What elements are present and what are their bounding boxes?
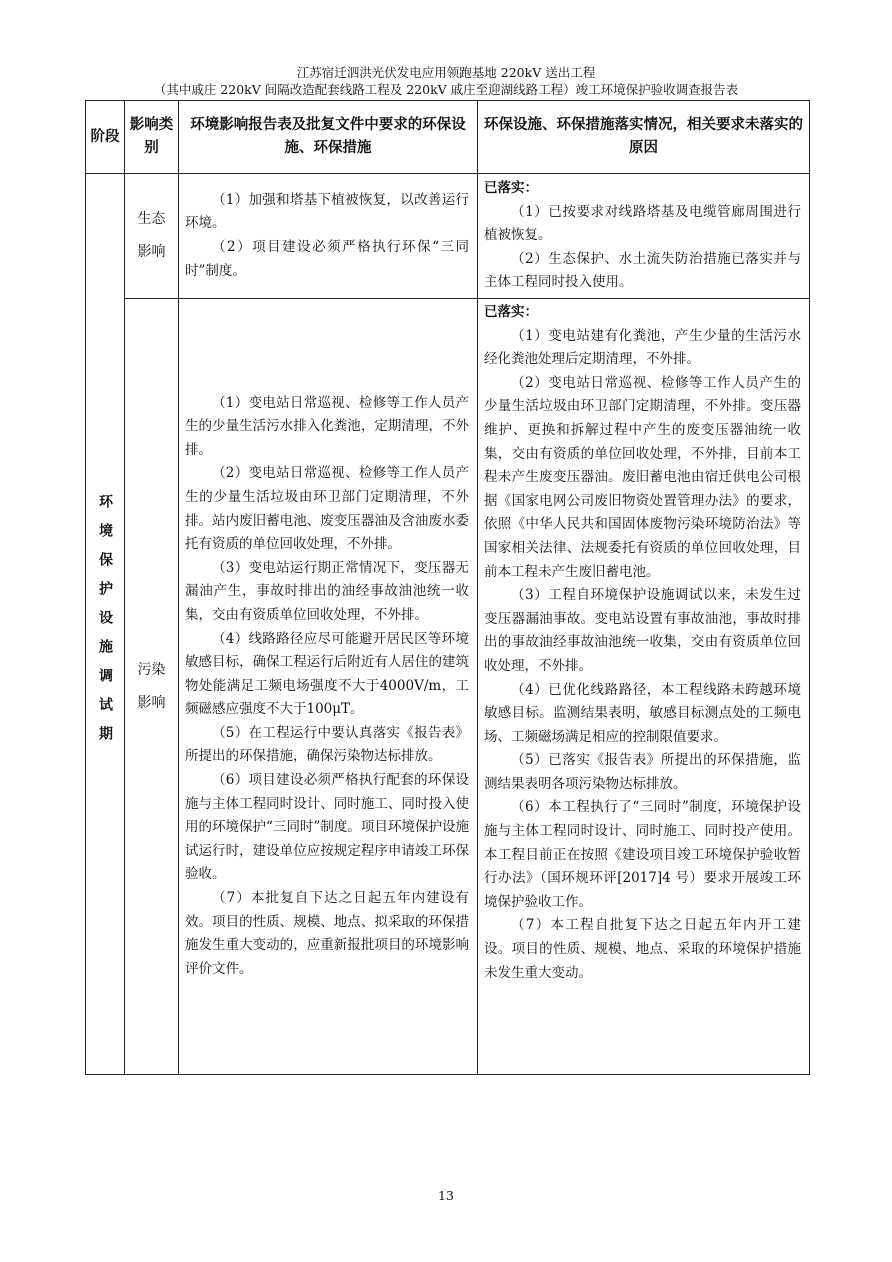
implementation-lead: 已落实： [484, 304, 538, 320]
implementation-item: （2）变电站日常巡视、检修等工作人员产生的少量生活垃圾由环卫部门定期清理，不外排。变压器维护、更换和拆解过程中产生的废变压器油统一收集，交由有资质的单位回收处理，不外排，目前本工程未产生废变压器油。废旧蓄电池由宿迁供电公司根据《国家电网公司废旧物资处置管理办法》的要求，依照《中华人民共和国固体废物污染环境防治法》等国家相关法律、法规委托有资质的单位回收处理，目前本工程未产生废旧蓄电池。 [484, 374, 801, 580]
type-label-part: 生态 [137, 211, 166, 227]
requirement-cell-ecological [179, 174, 478, 299]
implementation-item: （1）已按要求对线路塔基及电缆管廊周围进行植被恢复。 [484, 203, 801, 244]
requirement-item: （1）变电站日常巡视、检修等工作人员产生的少量生活污水排入化粪池，定期清理，不外排。 [185, 394, 469, 458]
implementation-item: （1）变电站建有化粪池，产生少量的生活污水经化粪池处理后定期清理，不外排。 [484, 327, 801, 368]
implementation-item: （4）已优化线路路径，本工程线路未跨越环境敏感目标。监测结果表明，敏感目标测点处的工频电场、工频磁场满足相应的控制限值要求。 [484, 681, 801, 745]
table-row-ecological [86, 174, 810, 299]
requirement-item: （1）加强和塔基下植被恢复，以改善运行环境。 [185, 191, 469, 232]
page-number: 13 [438, 1188, 454, 1203]
implementation-item: （2）生态保护、水土流失防治措施已落实并与主体工程同时投入使用。 [484, 250, 801, 291]
document-subtitle: （其中戚庄 220kV 间隔改造配套线路工程及 220kV 戚庄至迎湖线路工程）竣工环境保护验收调查报告表 [153, 82, 739, 97]
implementation-item: （7）本工程自批复下达之日起五年内开工建设。项目的性质、规模、地点、采取的环境保护措施未发生重大变动。 [484, 917, 801, 981]
requirement-item: （7）本批复自下达之日起五年内建设有效。项目的性质、规模、地点、拟采取的环保措施发生重大变动的，应重新报批项目的环境影响评价文件。 [185, 890, 469, 977]
implementation-cell-ecological [478, 174, 810, 299]
requirement-item: （3）变电站运行期正常情况下，变压器无漏油产生，事故时排出的油经事故油池统一收集，交由有资质单位回收处理，不外排。 [185, 559, 469, 623]
type-cell-ecological [125, 174, 179, 299]
stage-cell [86, 174, 125, 1075]
requirement-item: （2）变电站日常巡视、检修等工作人员产生的少量生活垃圾由环卫部门定期清理，不外排。站内废旧蓄电池、废变压器油及含油废水委托有资质的单位回收处理，不外排。 [185, 465, 469, 553]
table-header-row [86, 101, 810, 174]
implementation-item: （5）已落实《报告表》所提出的环保措施，监测结果表明各项污染物达标排放。 [484, 752, 801, 792]
requirement-cell-pollution [179, 299, 478, 1075]
type-label-part: 影响 [137, 694, 166, 711]
header-type: 影响类别 [125, 101, 179, 174]
type-label-part: 污染 [137, 661, 166, 678]
stage-label: 环境保护设施调试期 [97, 493, 113, 755]
document-title: 江苏宿迁泗洪光伏发电应用领跑基地 220kV 送出工程 [296, 65, 596, 80]
implementation-item: （6）本工程执行了“三同时”制度，环境保护设施与主体工程同时设计、同时施工、同时投产使用。本工程目前正在按照《建设项目竣工环境保护验收暂行办法》（国环规环评[2017]4 号）要求开展竣工环境保护验收工作。 [484, 799, 801, 910]
inspection-table [85, 100, 810, 1075]
requirement-item: （4）线路路径应尽可能避开居民区等环境敏感目标，确保工程运行后附近有人居住的建筑物处能满足工频电场强度不大于4000V/m，工频磁感应强度不大于100μT。 [185, 630, 469, 718]
implementation-item: （3）工程自环境保护设施调试以来，未发生过变压器漏油事故。变电站设置有事故油池，事故时排出的事故油经事故油池统一收集，交由有资质单位回收处理，不外排。 [484, 587, 801, 674]
header-requirement: 环境影响报告表及批复文件中要求的环保设施、环保措施 [179, 101, 478, 174]
table-row-pollution [86, 299, 810, 1075]
requirement-item: （2）项目建设必须严格执行环保“三同时”制度。 [185, 239, 469, 279]
header-stage: 阶段 [86, 101, 125, 174]
requirement-item: （5）在工程运行中要认真落实《报告表》所提出的环保措施，确保污染物达标排放。 [185, 724, 469, 765]
implementation-cell-pollution [478, 299, 810, 1075]
implementation-lead: 已落实： [484, 180, 538, 197]
header-implementation: 环保设施、环保措施落实情况，相关要求未落实的原因 [478, 101, 810, 174]
type-cell-pollution [125, 299, 179, 1075]
type-label-part: 影响 [137, 244, 166, 260]
requirement-item: （6）项目建设必须严格执行配套的环保设施与主体工程同时设计、同时施工、同时投入使用的环境保护“三同时”制度。项目环境保护设施试运行时，建设单位应按规定程序申请竣工环保验收。 [185, 772, 469, 883]
